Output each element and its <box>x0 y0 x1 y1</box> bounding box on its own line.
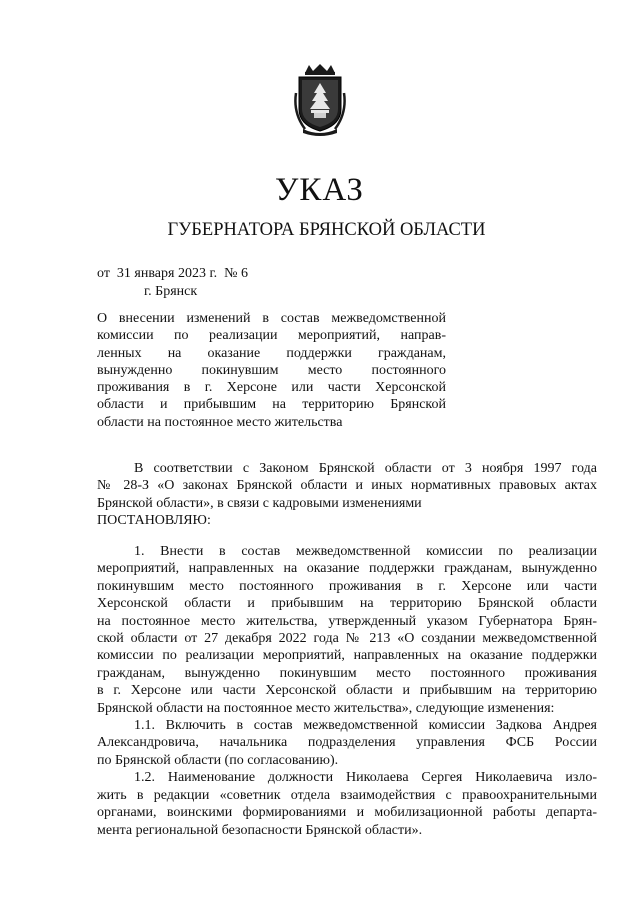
clause-line: жить в редакции «советник отдела взаимодействия с правоохранительными <box>97 787 597 803</box>
document-city: г. Брянск <box>144 284 198 299</box>
clause-line: Брянской области на постоянное место жительства», следующие изменения: <box>97 700 555 716</box>
clause-line: комиссии по реализации мероприятий, направленных на оказание поддержки <box>97 648 597 664</box>
clause-line: 1.2. Наименование должности Николаева Сергея Николаевича изло- <box>134 770 597 786</box>
summary-line: комиссии по реализации мероприятий, направ- <box>97 328 446 344</box>
clause-line: покинувшим место постоянного проживания в г. Херсоне или части <box>97 578 597 594</box>
clause-line: мероприятий, направленных на оказание поддержки гражданам, вынужденно <box>97 561 597 577</box>
preamble-line: № 28-З «О законах Брянской области и иных нормативных правовых актах <box>97 478 597 494</box>
preamble-line: В соответствии с Законом Брянской области от 3 ноября 1997 года <box>134 461 597 476</box>
clause-line: Александровича, начальника подразделения управления ФСБ России <box>97 735 597 751</box>
clauses-section <box>97 543 597 839</box>
document-subtitle: ГУБЕРНАТОРА БРЯНСКОЙ ОБЛАСТИ <box>167 220 486 240</box>
document-summary <box>97 310 446 431</box>
summary-line: области на постоянное место жительства <box>97 414 343 430</box>
resolution-keyword: ПОСТАНОВЛЯЮ: <box>97 513 211 529</box>
clause-line: в г. Херсоне или части Херсонской области и прибывшим на территорию <box>97 683 597 699</box>
preamble-paragraph <box>97 460 597 530</box>
summary-line: области и прибывшим на территорию Брянской <box>97 397 446 413</box>
summary-line: вынужденно покинувшим место постоянного <box>97 362 446 378</box>
summary-line: ленных на оказание поддержки гражданам, <box>97 345 446 361</box>
clause-line: Херсонской области и прибывшим на территорию Брянской области <box>97 596 597 612</box>
summary-line: О внесении изменений в состав межведомственной <box>97 311 446 326</box>
clause-line: органами, воинскими формированиями и мобилизационной работы департа- <box>97 805 597 821</box>
clause-line: 1. Внести в состав межведомственной комиссии по реализации <box>134 544 597 559</box>
clause-line: на постоянное место жительства, утвержденный указом Губернатора Брян- <box>97 613 597 629</box>
preamble-line: Брянской области», в связи с кадровыми изменениями <box>97 495 422 511</box>
document-title: УКАЗ <box>275 172 364 208</box>
clause-line: по Брянской области (по согласованию). <box>97 752 339 768</box>
summary-line: проживания в г. Херсоне или части Херсонской <box>97 380 446 396</box>
clause-line: гражданам, вынужденно покинувшим место постоянного проживания <box>97 665 597 681</box>
document-date-number: от 31 января 2023 г. № 6 <box>97 266 248 281</box>
clause-line: мента региональной безопасности Брянской области». <box>97 822 423 838</box>
clause-line: ской области от 27 декабря 2022 года № 213 «О создании межведомственной <box>97 631 597 647</box>
bryansk-coat-of-arms-icon <box>293 63 347 137</box>
clause-line: 1.1. Включить в состав межведомственной комиссии Задкова Андрея <box>134 718 597 734</box>
